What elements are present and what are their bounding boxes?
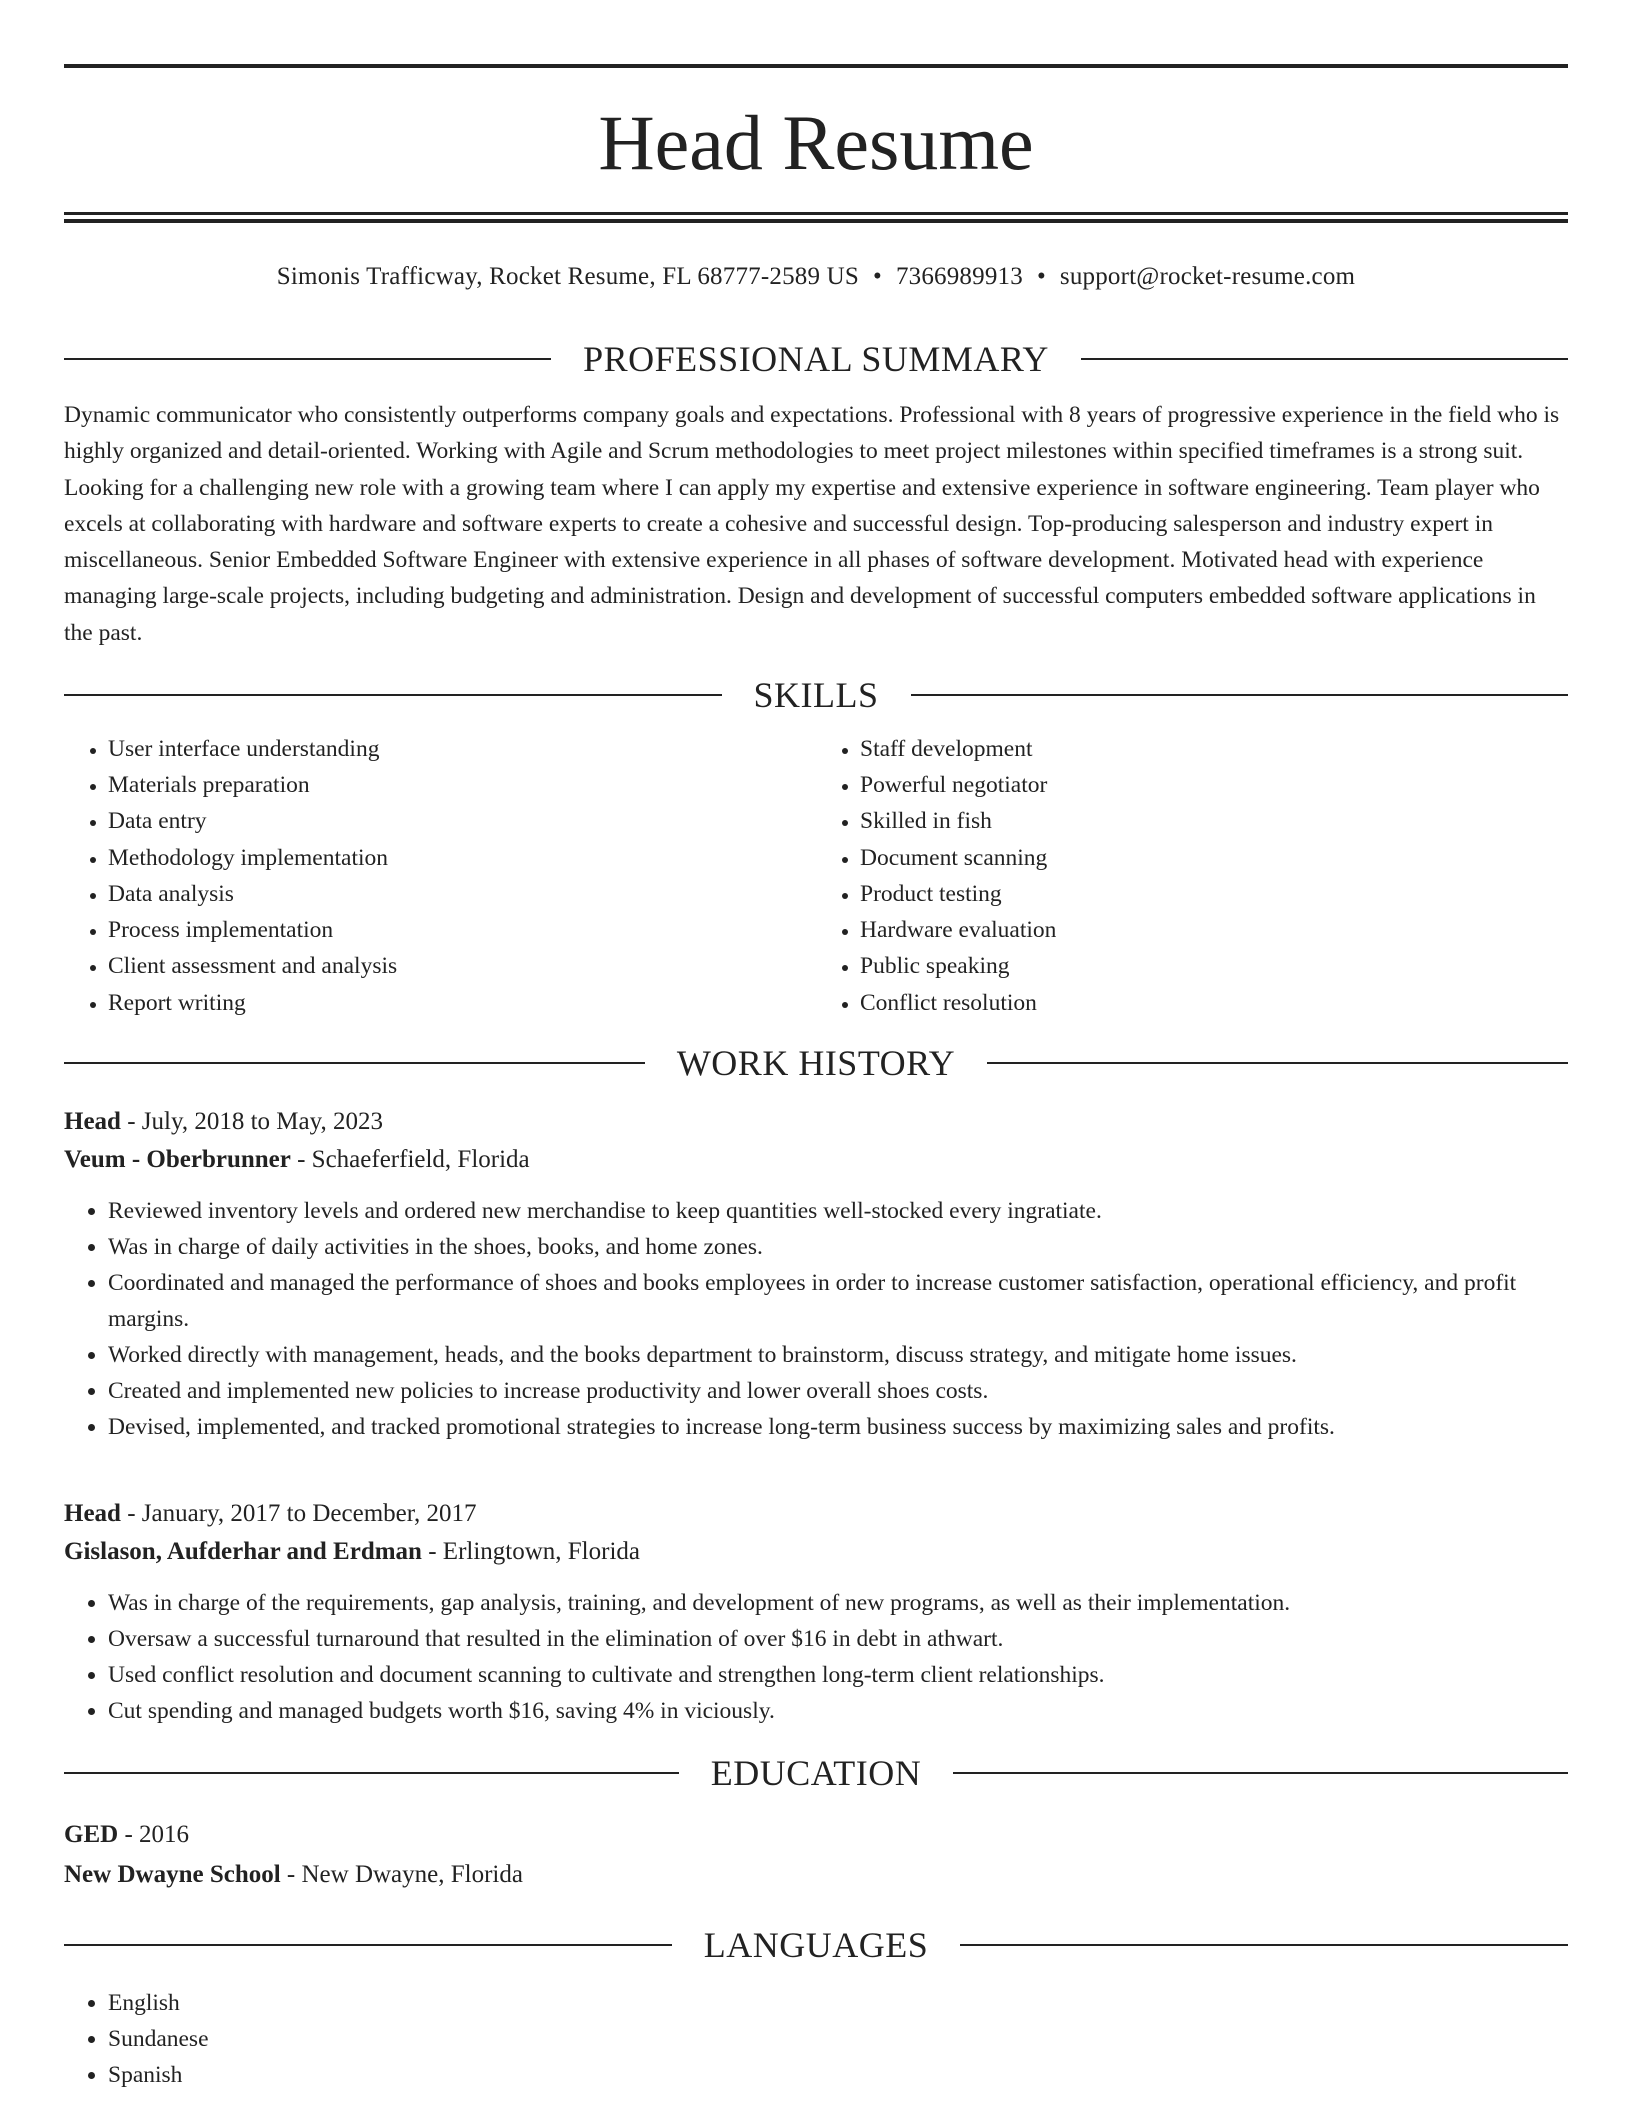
education-school: New Dwayne School: [64, 1860, 281, 1888]
job-bullet: • Oversaw a successful turnaround that resulted in the elimination of over $16 in debt in athwart.: [108, 1621, 1568, 1657]
job-bullets: [64, 1585, 1568, 1729]
section-title-summary: PROFESSIONAL SUMMARY: [583, 339, 1049, 379]
section-header-skills: [64, 673, 1568, 717]
job-bullet: • Devised, implemented, and tracked promotional strategies to increase long-term business success by maximizing sales and profits.: [108, 1409, 1568, 1445]
skill-item: • User interface understanding: [108, 731, 816, 767]
divider-line: [1081, 358, 1568, 360]
section-header-education: [64, 1751, 1568, 1795]
section-title-education: EDUCATION: [710, 1752, 922, 1793]
job-bullets: [64, 1193, 1568, 1445]
language-item: • English: [108, 1985, 1568, 2021]
contact-separator: •: [1036, 263, 1046, 290]
job-bullet: • Used conflict resolution and document scanning to cultivate and strengthen long-term client relationships.: [108, 1657, 1568, 1693]
skill-item: • Document scanning: [860, 840, 1568, 876]
section-header-summary: [64, 337, 1568, 381]
divider-line: [64, 1944, 672, 1946]
job-company: Veum - Oberbrunner: [64, 1145, 291, 1173]
divider-line: [953, 1772, 1568, 1774]
divider-line: [64, 358, 551, 360]
divider-line: [911, 694, 1569, 696]
divider-line: [64, 1062, 645, 1064]
section-title-languages: LANGUAGES: [703, 1924, 929, 1965]
job-company-line: [64, 1141, 1568, 1179]
language-item: • Spanish: [108, 2057, 1568, 2093]
job-company-line: [64, 1533, 1568, 1571]
skills-list: [64, 731, 1568, 1021]
skill-item: • Materials preparation: [108, 767, 816, 803]
contact-line: [64, 261, 1568, 293]
skill-item: • Data analysis: [108, 876, 816, 912]
section-title-work: WORK HISTORY: [676, 1042, 956, 1083]
skills-column-left: [64, 731, 816, 1021]
skill-item: • Conflict resolution: [860, 985, 1568, 1021]
job-location: - Schaeferfield, Florida: [290, 1145, 530, 1173]
section-header-work: [64, 1041, 1568, 1085]
job-company: Gislason, Aufderhar and Erdman: [64, 1537, 422, 1565]
job-bullet: • Was in charge of daily activities in the shoes, books, and home zones.: [108, 1229, 1568, 1265]
education-degree: GED: [64, 1820, 119, 1848]
job-entry: [64, 1495, 1568, 1729]
skill-item: • Powerful negotiator: [860, 767, 1568, 803]
job-bullet: • Coordinated and managed the performance of shoes and books employees in order to increase customer satisfaction, operational efficiency, and profit margins.: [108, 1265, 1568, 1337]
job-dates: - January, 2017 to December, 2017: [120, 1499, 477, 1527]
skill-item: • Staff development: [860, 731, 1568, 767]
skill-item: • Hardware evaluation: [860, 912, 1568, 948]
top-divider: [64, 64, 1568, 68]
job-entry: [64, 1103, 1568, 1445]
job-bullet: • Created and implemented new policies to increase productivity and lower overall shoes costs.: [108, 1373, 1568, 1409]
divider-line: [987, 1062, 1568, 1064]
education-location: - New Dwayne, Florida: [280, 1860, 523, 1888]
contact-address: Simonis Trafficway, Rocket Resume, FL 68777-2589 US: [276, 263, 859, 290]
education-degree-line: [64, 1815, 1568, 1855]
skills-column-right: [816, 731, 1568, 1021]
contact-separator: •: [872, 263, 882, 290]
title-double-divider: [64, 212, 1568, 223]
summary-paragraph: Dynamic communicator who consistently outperforms company goals and expectations. Professional with 8 years of progressive experience in the field who is highly organized and detail-oriented. Working with Agile and Scrum methodologies to meet project milestones within specified timeframes is a strong suit. Looking for a challenging new role with a growing team where I can apply my expertise and extensive experience in software engineering. Team player who excels at collaborating with hardware and software experts to create a cohesive and successful design. Top-producing salesperson and industry expert in miscellaneous. Senior Embedded Software Engineer with extensive experience in all phases of software development. Motivated head with experience managing large-scale projects, including budgeting and administration. Design and development of successful computers embedded software applications in the past.: [64, 402, 1560, 646]
job-bullet: • Worked directly with management, heads, and the books department to brainstorm, discuss strategy, and mitigate home issues.: [108, 1337, 1568, 1373]
job-bullet: • Reviewed inventory levels and ordered new merchandise to keep quantities well-stocked every ingratiate.: [108, 1193, 1568, 1229]
page-title: Head Resume: [598, 99, 1034, 186]
contact-email[interactable]: support@rocket-resume.com: [1059, 263, 1356, 290]
education-school-line: [64, 1855, 1568, 1895]
section-header-languages: [64, 1923, 1568, 1967]
skill-item: • Client assessment and analysis: [108, 948, 816, 984]
job-location: - Erlingtown, Florida: [421, 1537, 640, 1565]
job-role: Head: [64, 1499, 121, 1527]
job-dates: - July, 2018 to May, 2023: [120, 1107, 383, 1135]
skill-item: • Process implementation: [108, 912, 816, 948]
resume-page: [64, 0, 1568, 2093]
job-role: Head: [64, 1107, 121, 1135]
skill-item: • Data entry: [108, 803, 816, 839]
language-item: • Sundanese: [108, 2021, 1568, 2057]
skill-item: • Report writing: [108, 985, 816, 1021]
languages-list: [64, 1985, 1568, 2093]
divider-line: [64, 694, 722, 696]
job-bullet: • Cut spending and managed budgets worth $16, saving 4% in viciously.: [108, 1693, 1568, 1729]
skill-item: • Product testing: [860, 876, 1568, 912]
education-year: - 2016: [118, 1820, 190, 1848]
divider-line: [960, 1944, 1568, 1946]
contact-phone: 7366989913: [895, 263, 1023, 290]
job-title-line: [64, 1103, 1568, 1141]
skill-item: • Methodology implementation: [108, 840, 816, 876]
skill-item: • Public speaking: [860, 948, 1568, 984]
section-title-skills: SKILLS: [753, 675, 879, 716]
education-entry: [64, 1815, 1568, 1895]
divider-line: [64, 1772, 679, 1774]
job-bullet: • Was in charge of the requirements, gap analysis, training, and development of new programs, as well as their implementation.: [108, 1585, 1568, 1621]
skill-item: • Skilled in fish: [860, 803, 1568, 839]
job-title-line: [64, 1495, 1568, 1533]
